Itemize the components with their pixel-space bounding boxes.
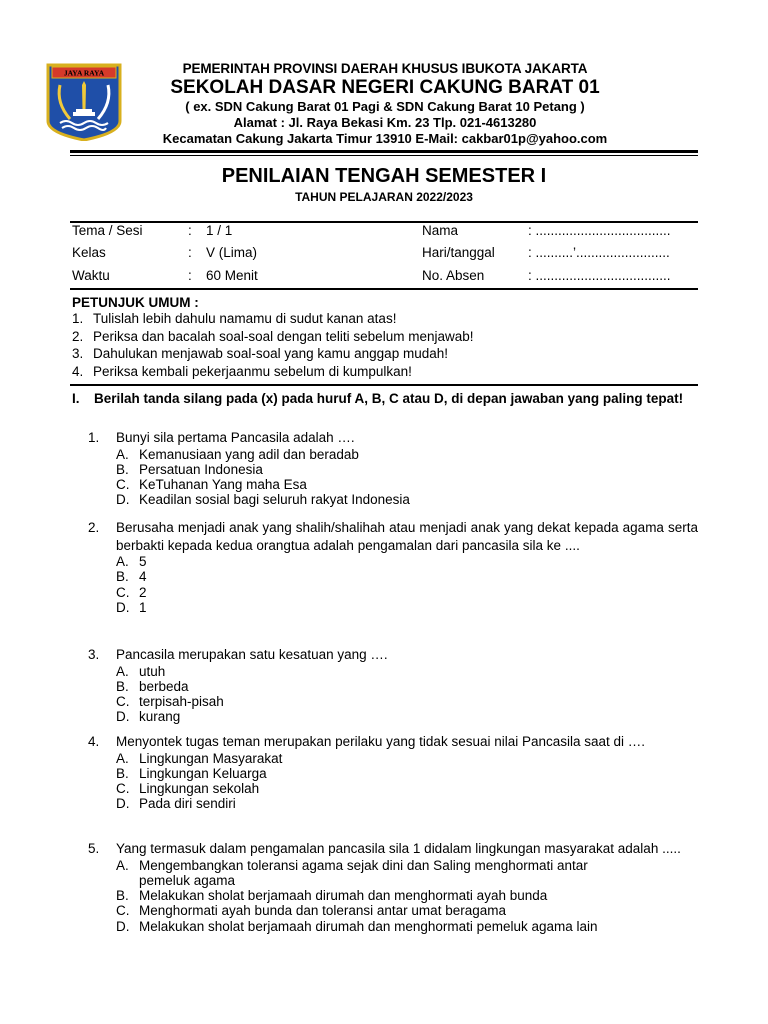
answer-option[interactable]: C. terpisah-pisah — [116, 694, 224, 710]
answer-option[interactable]: C. Menghormati ayah bunda dan toleransi antar umat beragama — [116, 903, 506, 919]
answer-option[interactable]: D. Melakukan sholat berjamaah dirumah dan menghormati pemeluk agama lain — [116, 918, 598, 934]
question-number: 5. — [88, 841, 100, 856]
question — [88, 840, 698, 934]
info-colon: : — [188, 245, 192, 260]
info-colon: : — [188, 268, 192, 283]
info-row — [70, 245, 698, 267]
date-blank: : ..........’......................... — [528, 245, 670, 260]
answer-option[interactable]: C. Lingkungan sekolah — [116, 781, 260, 797]
section-heading — [72, 391, 698, 407]
answer-option[interactable]: C. KeTuhanan Yang maha Esa — [116, 477, 307, 493]
info-label: Nama — [422, 223, 459, 238]
answer-option[interactable]: C. 2 — [116, 584, 147, 600]
school-year: TAHUN PELAJARAN 2022/2023 — [295, 190, 473, 204]
info-rule-bottom — [70, 288, 698, 290]
list-item: 2. Periksa dan bacalah soal-soal dengan teliti sebelum menjawab! — [72, 328, 474, 344]
info-row — [70, 268, 698, 290]
section-instruction: Berilah tanda silang pada (x) pada huruf A, B, C atau D, di depan jawaban yang paling tepat! — [94, 391, 684, 406]
answer-option[interactable]: D. 1 — [116, 599, 147, 615]
list-item: 4. Periksa kembali pekerjaanmu sebelum di kumpulkan! — [72, 363, 412, 379]
info-colon: : — [188, 223, 192, 238]
question-text: Berusaha menjadi anak yang shalih/shalihah atau menjadi anak yang dekat kepada agama serta berbakti kepada kedua orangtua adalah pengamalan dari pancasila sila ke .... — [116, 520, 698, 553]
question — [88, 429, 698, 508]
answer-option[interactable]: D. Pada diri sendiri — [116, 796, 236, 812]
question-text: Bunyi sila pertama Pancasila adalah …. — [116, 430, 355, 445]
info-label: Hari/tanggal — [422, 245, 495, 260]
question — [88, 733, 698, 812]
instructions-title: PETUNJUK UMUM : — [72, 295, 199, 310]
question — [88, 519, 698, 615]
answer-option[interactable]: A. Lingkungan Masyarakat — [116, 750, 283, 766]
letterhead-rule-thin — [70, 155, 698, 156]
info-label: Waktu — [72, 268, 110, 283]
answer-option[interactable]: D. kurang — [116, 709, 181, 725]
question-text: Yang termasuk dalam pengamalan pancasila sila 1 didalam lingkungan masyarakat adalah ..... — [116, 841, 681, 856]
school-address: Alamat : Jl. Raya Bekasi Km. 23 Tlp. 021-4613280 — [233, 115, 537, 130]
answer-option[interactable]: A. Mengembangkan toleransi agama sejak dini dan Saling menghormati antar pemeluk agama — [116, 857, 588, 888]
question — [88, 646, 698, 725]
info-label: Kelas — [72, 245, 106, 260]
info-value: 1 / 1 — [206, 223, 233, 238]
answer-option[interactable]: A. Kemanusiaan yang adil dan beradab — [116, 446, 359, 462]
info-row — [70, 223, 698, 245]
logo-caption: JAYA RAYA — [63, 68, 105, 78]
info-label: Tema / Sesi — [72, 223, 143, 238]
info-value: V (Lima) — [206, 245, 258, 260]
section-number: I. — [72, 391, 80, 406]
answer-option[interactable]: D. Keadilan sosial bagi seluruh rakyat Indonesia — [116, 492, 410, 508]
question-text: Pancasila merupakan satu kesatuan yang …. — [116, 647, 388, 662]
section-divider — [70, 384, 698, 386]
question-number: 3. — [88, 647, 100, 662]
absence-number-blank: : .................................... — [528, 268, 671, 283]
list-item: 1. Tulislah lebih dahulu namamu di sudut kanan atas! — [72, 311, 397, 326]
info-value: 60 Menit — [206, 268, 258, 283]
question-number: 1. — [88, 430, 100, 445]
info-label: No. Absen — [422, 268, 485, 283]
name-blank: : .................................... — [528, 223, 671, 238]
answer-option[interactable]: B. Melakukan sholat berjamaah dirumah dan menghormati ayah bunda — [116, 888, 548, 904]
government-name: PEMERINTAH PROVINSI DAERAH KHUSUS IBUKOTA JAKARTA — [182, 61, 588, 76]
answer-option[interactable]: B. berbeda — [116, 678, 189, 694]
answer-option[interactable]: B. Persatuan Indonesia — [116, 461, 263, 477]
instructions-list — [72, 310, 698, 380]
exam-title: PENILAIAN TENGAH SEMESTER I — [221, 165, 547, 187]
letterhead-rule-thick — [70, 150, 698, 153]
list-item: 3. Dahulukan menjawab soal-soal yang kamu anggap mudah! — [72, 346, 448, 361]
answer-option[interactable]: A. 5 — [116, 554, 147, 569]
school-name: SEKOLAH DASAR NEGERI CAKUNG BARAT 01 — [170, 77, 600, 98]
school-district-email: Kecamatan Cakung Jakarta Timur 13910 E-Mail: cakbar01p@yahoo.com — [162, 131, 608, 146]
question-number: 4. — [88, 734, 100, 749]
school-former-names: ( ex. SDN Cakung Barat 01 Pagi & SDN Cakung Barat 10 Petang ) — [185, 99, 585, 114]
question-number: 2. — [88, 520, 100, 535]
question-text: Menyontek tugas teman merupakan perilaku yang tidak sesuai nilai Pancasila saat di …. — [116, 734, 646, 749]
answer-option[interactable]: B. 4 — [116, 569, 147, 585]
letterhead — [126, 60, 644, 147]
jakarta-coat-of-arms-logo — [46, 63, 122, 141]
answer-option[interactable]: B. Lingkungan Keluarga — [116, 765, 267, 781]
answer-option[interactable]: A. utuh — [116, 663, 166, 679]
